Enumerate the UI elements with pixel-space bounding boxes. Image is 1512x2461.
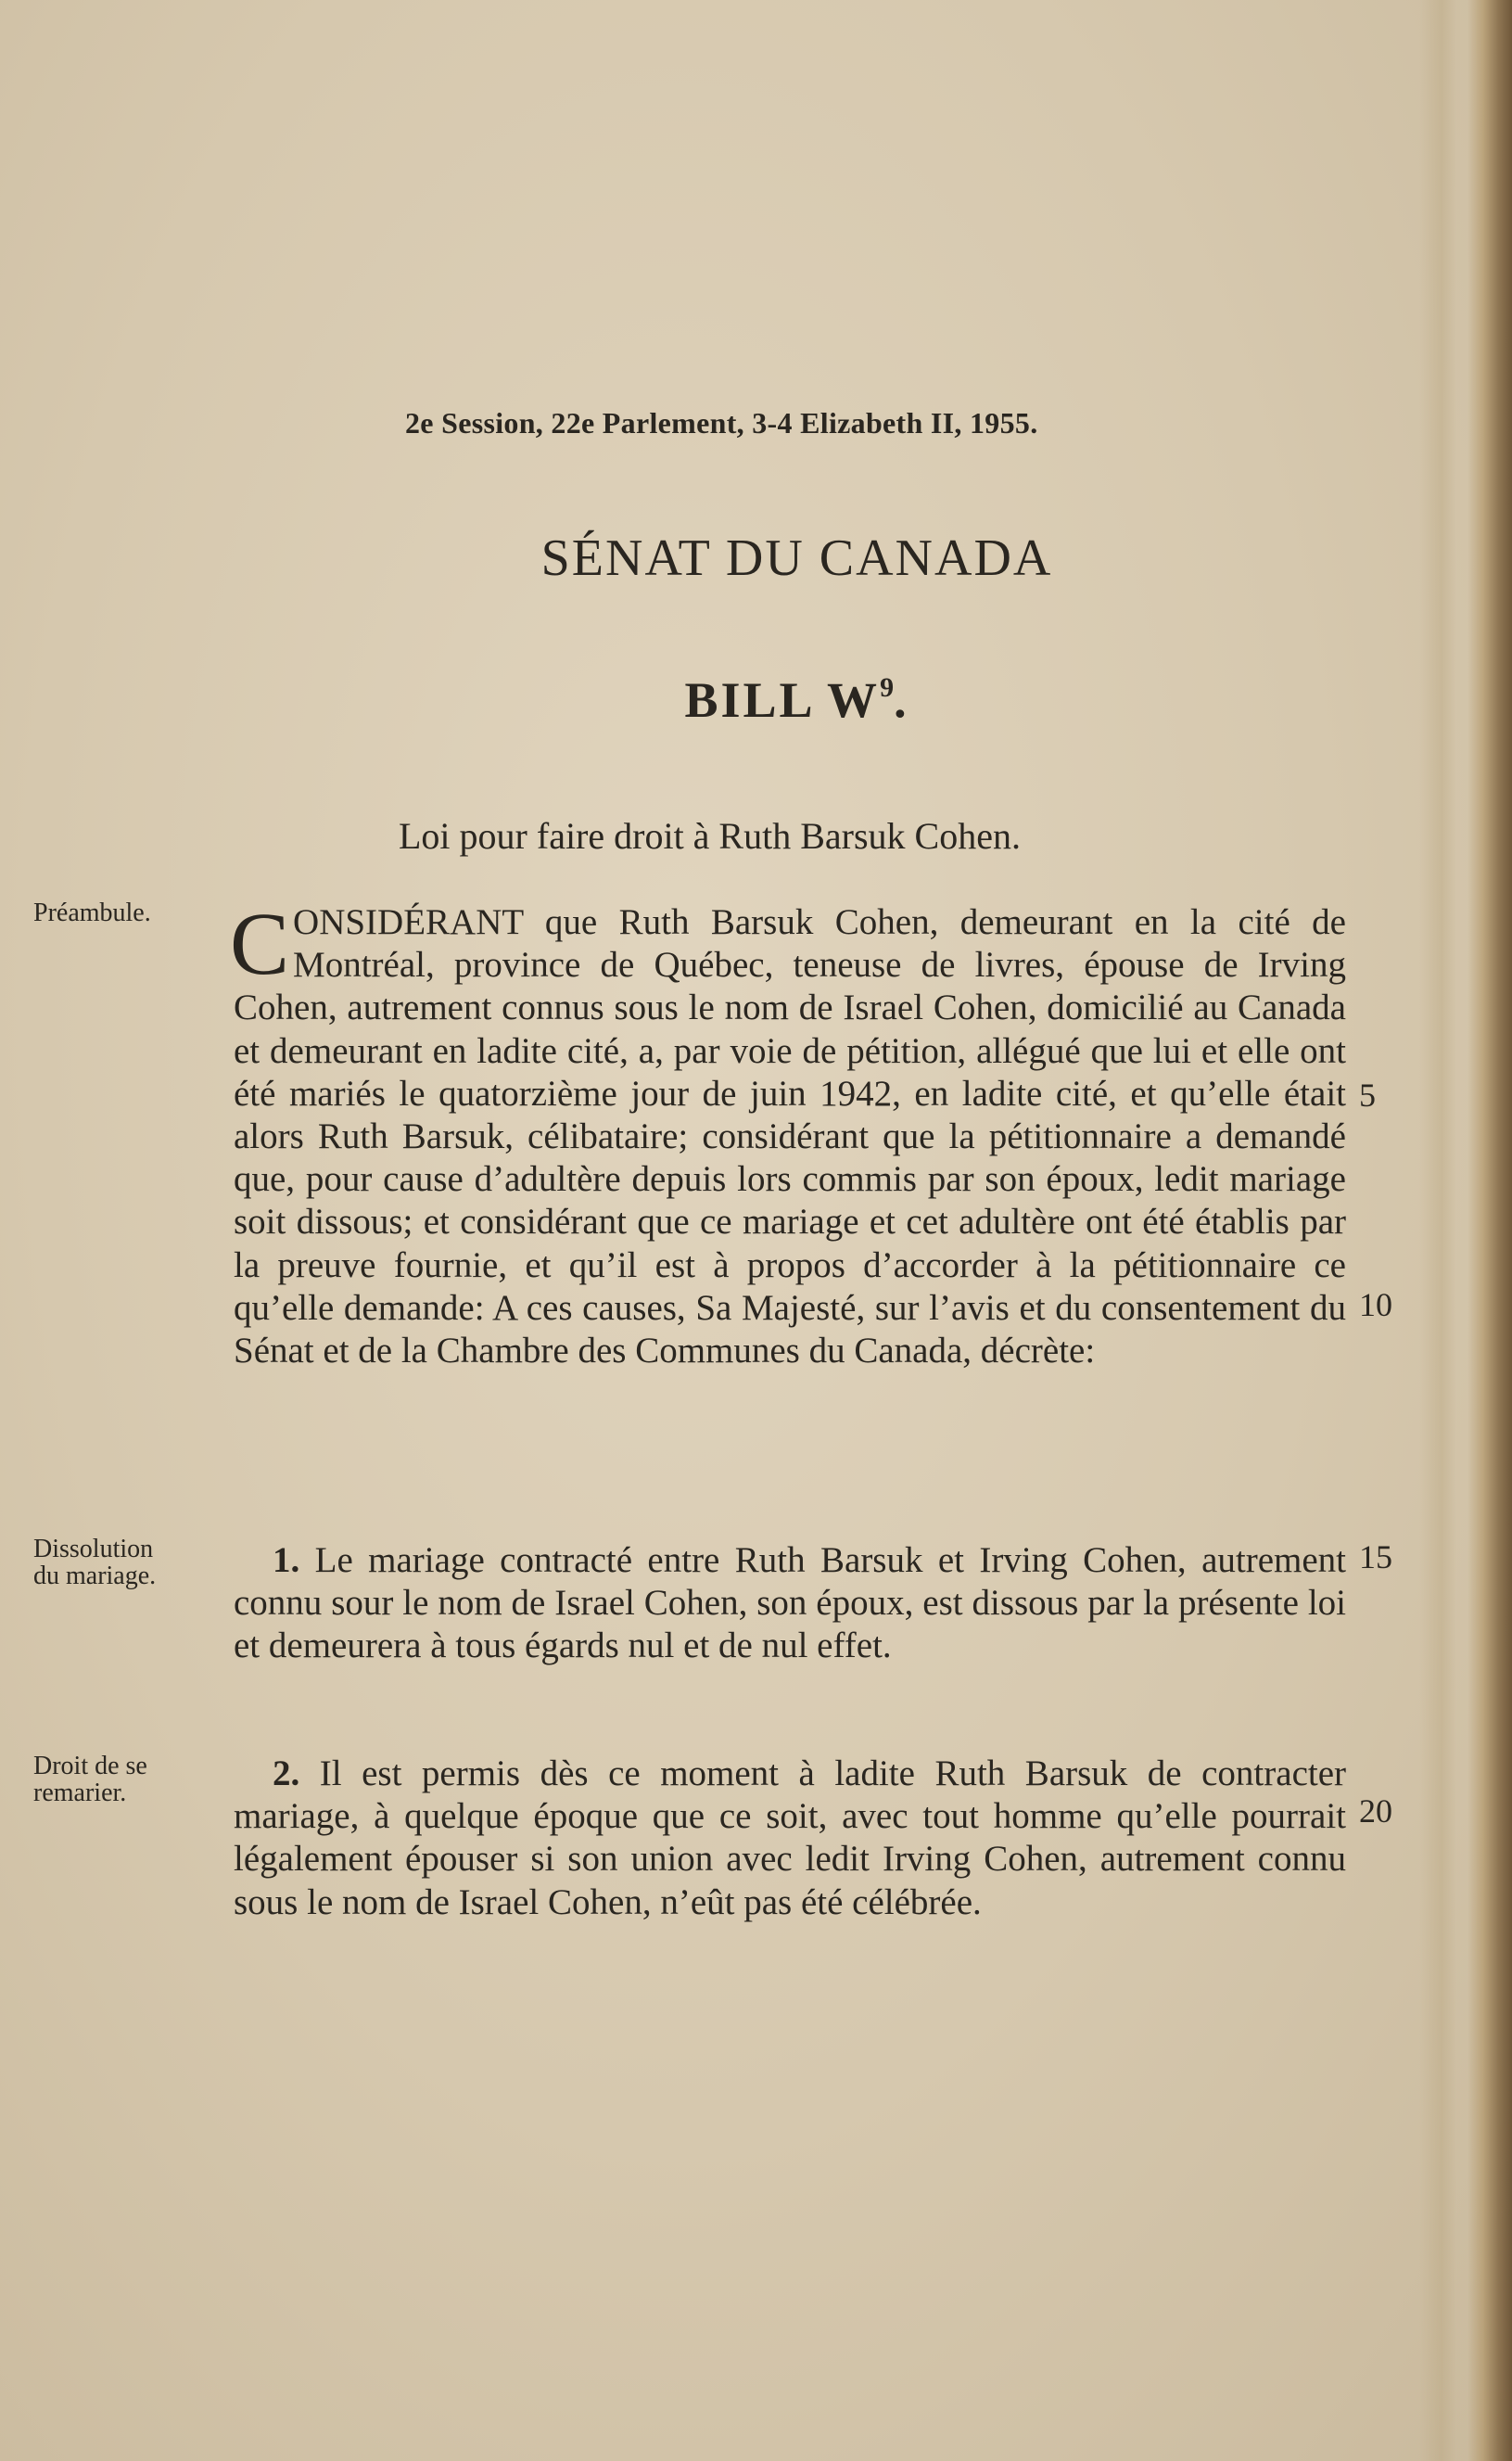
bill-label: BILL W <box>684 672 881 728</box>
senate-title: SÉNAT DU CANADA <box>540 529 1053 587</box>
section-1-text: Le mariage contracté entre Ruth Barsuk et Irving Cohen, autrement connu sour le nom de Israel Cohen, son époux, est dissous par la présente loi et demeurera à tous égards nul et de nul effet. <box>234 1540 1346 1666</box>
section-2-text: Il est permis dès ce moment à ladite Ruth Barsuk de contracter mariage, à quelque époque que ce soit, avec tout homme qu’elle pourrait légalement épouser si son union avec ledit Irving Cohen, autrement connu sous le nom de Israel Cohen, n’eût pas été célébrée. <box>234 1753 1347 1922</box>
preamble-text: ONSIDÉRANT que Ruth Barsuk Cohen, demeurant en la cité de Montréal, province de Québec, teneuse de livres, épouse de Irving Cohen, autrement connus sous le nom de Israel Cohen, domicilié au Canada et demeurant en ladite cité, a, par voie de pétition, allégué que lui et elle ont été mariés le quatorzième jour de juin 1942, en ladite cité, et qu’elle était alors Ruth Barsuk, célibataire; considérant que la pétitionnaire a demandé que, pour cause d’adultère depuis lors commis par son époux, ledit mariage soit dissous; et considérant que ce mariage et cet adultère ont été établis par la preuve fournie, et qu’il est à propos d’accorder à la pétitionnaire ce qu’elle demande: A ces causes, Sa Majesté, sur l’avis et du consentement du Sénat et de la Chambre des Communes du Canada, décrète: <box>234 902 1346 1371</box>
line-number-10: 10 <box>1359 1286 1392 1323</box>
margin-note-remarry-line1: Droit de se <box>33 1752 147 1780</box>
section-2 <box>234 1753 1346 1924</box>
margin-note-dissolution-line2: du mariage. <box>33 1562 157 1590</box>
line-number-5: 5 <box>1359 1077 1376 1114</box>
margin-note-dissolution-line1: Dissolution <box>33 1535 154 1563</box>
margin-note-preamble-text: Préambule. <box>33 899 151 927</box>
bill-period: . <box>894 672 909 728</box>
margin-note-dissolution <box>33 1536 219 1589</box>
bill-superscript: 9 <box>880 672 895 703</box>
page-edge-binding <box>1468 0 1512 2461</box>
preamble-paragraph <box>230 894 1346 1372</box>
section-1 <box>234 1539 1346 1668</box>
line-number-15: 15 <box>1359 1538 1392 1575</box>
margin-note-preamble <box>33 899 219 926</box>
section-1-number: 1. <box>273 1540 300 1580</box>
margin-note-remarry <box>33 1753 219 1806</box>
dropcap-letter: C <box>230 894 290 993</box>
session-line: 2e Session, 22e Parlement, 3-4 Elizabeth II, 1955. <box>405 406 1038 440</box>
bill-subtitle: Loi pour faire droit à Ruth Barsuk Cohen. <box>399 815 1021 857</box>
page-fold-shadow <box>1419 0 1456 2461</box>
bill-title <box>0 671 1512 729</box>
margin-note-remarry-line2: remarier. <box>33 1779 127 1807</box>
line-number-20: 20 <box>1359 1792 1392 1830</box>
section-2-number: 2. <box>273 1753 300 1793</box>
